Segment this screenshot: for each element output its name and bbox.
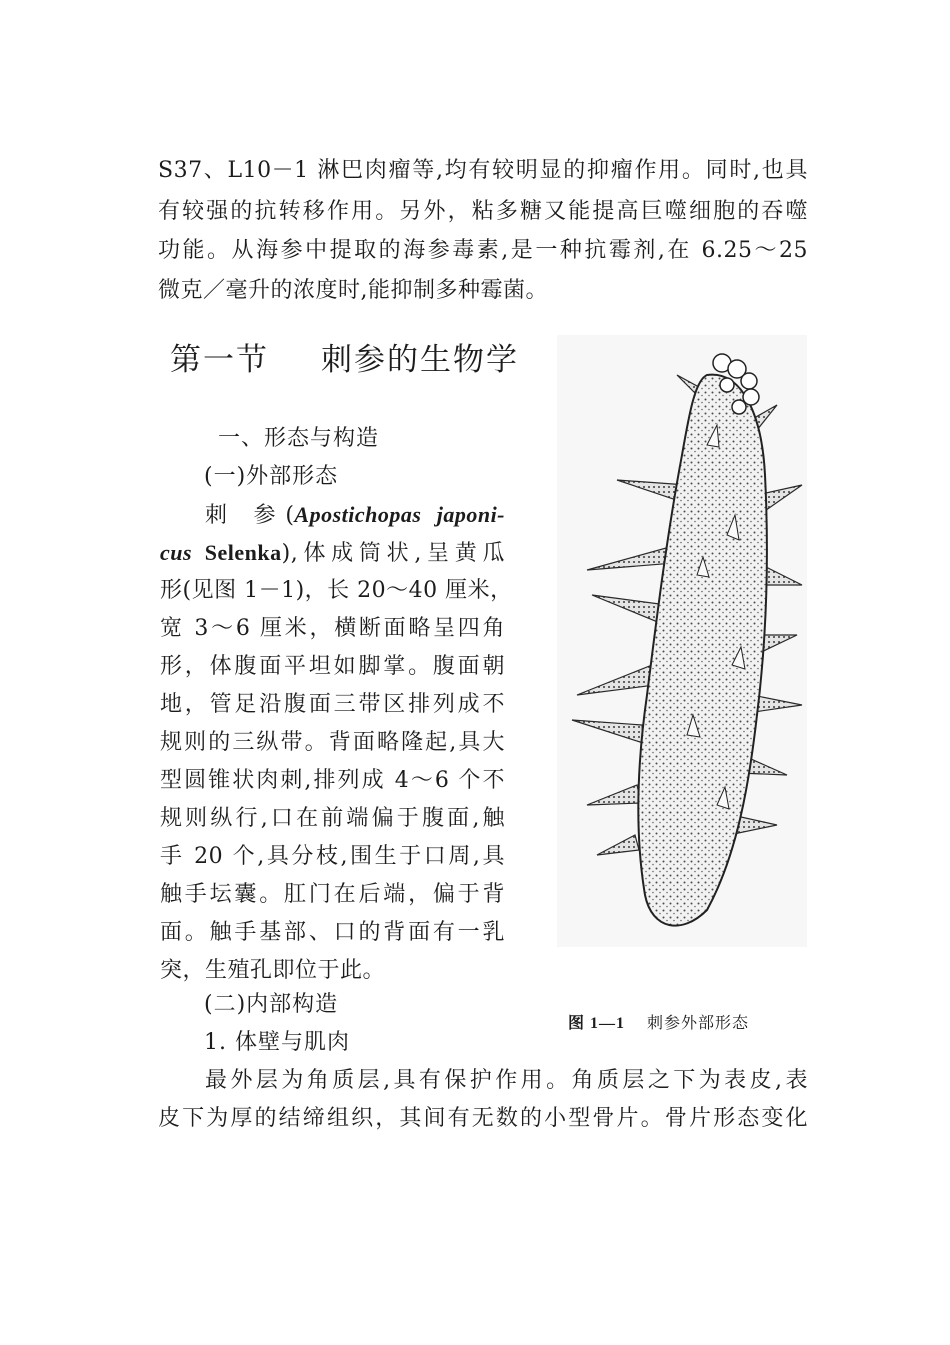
morphology-line-1: 刺 参(Apostichopas japoni-: [205, 502, 506, 528]
latin-name-part1: Apostichopas japoni-: [294, 502, 506, 527]
morphology-line-8: 型圆锥状肉刺,排列成 4～6 个不: [160, 768, 505, 793]
morphology-line-12: 面。触手基部、口的背面有一乳: [160, 920, 505, 945]
intro-line-3: 功能。从海参中提取的海参毒素,是一种抗霉剂,在 6.25～25: [158, 238, 808, 263]
latin-author: Selenka: [204, 540, 282, 565]
heading-internal-structure: (二)内部构造: [204, 992, 339, 1017]
figure-caption-text: 刺参外部形态: [647, 1013, 750, 1032]
latin-name-part2: cus: [160, 540, 193, 565]
morphology-line-6: 地，管足沿腹面三带区排列成不: [160, 692, 505, 717]
figure-caption: [568, 1012, 749, 1035]
morphology-line-3: 形(见图 1－1)，长 20～40 厘米，: [160, 578, 513, 603]
heading-body-wall-muscle: 1. 体壁与肌肉: [204, 1030, 350, 1055]
intro-line-2: 有较强的抗转移作用。另外，粘多糖又能提高巨噬细胞的吞噬: [158, 199, 808, 224]
morphology-line-11: 触手坛囊。肛门在后端，偏于背: [160, 882, 505, 907]
morphology-line-4: 宽 3～6 厘米，横断面略呈四角: [160, 616, 505, 641]
morphology-line-7: 规则的三纵带。背面略隆起,具大: [160, 730, 505, 755]
section-name: 刺参的生物学: [321, 342, 519, 378]
intro-line-1: S37、L10－1 淋巴肉瘤等,均有较明显的抑瘤作用。同时,也具: [158, 158, 808, 183]
body-wall-line-1: 最外层为角质层,具有保护作用。角质层之下为表皮,表: [205, 1068, 808, 1093]
intro-line-4: 微克／毫升的浓度时,能抑制多种霉菌。: [158, 278, 548, 303]
section-title: [170, 340, 519, 380]
body-wall-line-2: 皮下为厚的结缔组织，其间有无数的小型骨片。骨片形态变化: [158, 1106, 808, 1131]
sea-cucumber-illustration: [557, 335, 807, 947]
morphology-line-5: 形，体腹面平坦如脚掌。腹面朝: [160, 654, 505, 679]
morphology-line-10: 手 20 个,具分枝,围生于口周,具: [160, 844, 505, 869]
heading-external-morphology: (一)外部形态: [204, 464, 339, 489]
figure-number: 图 1—1: [568, 1015, 626, 1032]
morphology-line-2: cus Selenka),体成筒状,呈黄瓜: [160, 540, 505, 566]
morphology-line-9: 规则纵行,口在前端偏于腹面,触: [160, 806, 505, 831]
heading-morphology-structure: 一、形态与构造: [218, 426, 380, 451]
morphology-line-13: 突，生殖孔即位于此。: [160, 958, 386, 983]
section-number: 第一节: [170, 342, 269, 378]
